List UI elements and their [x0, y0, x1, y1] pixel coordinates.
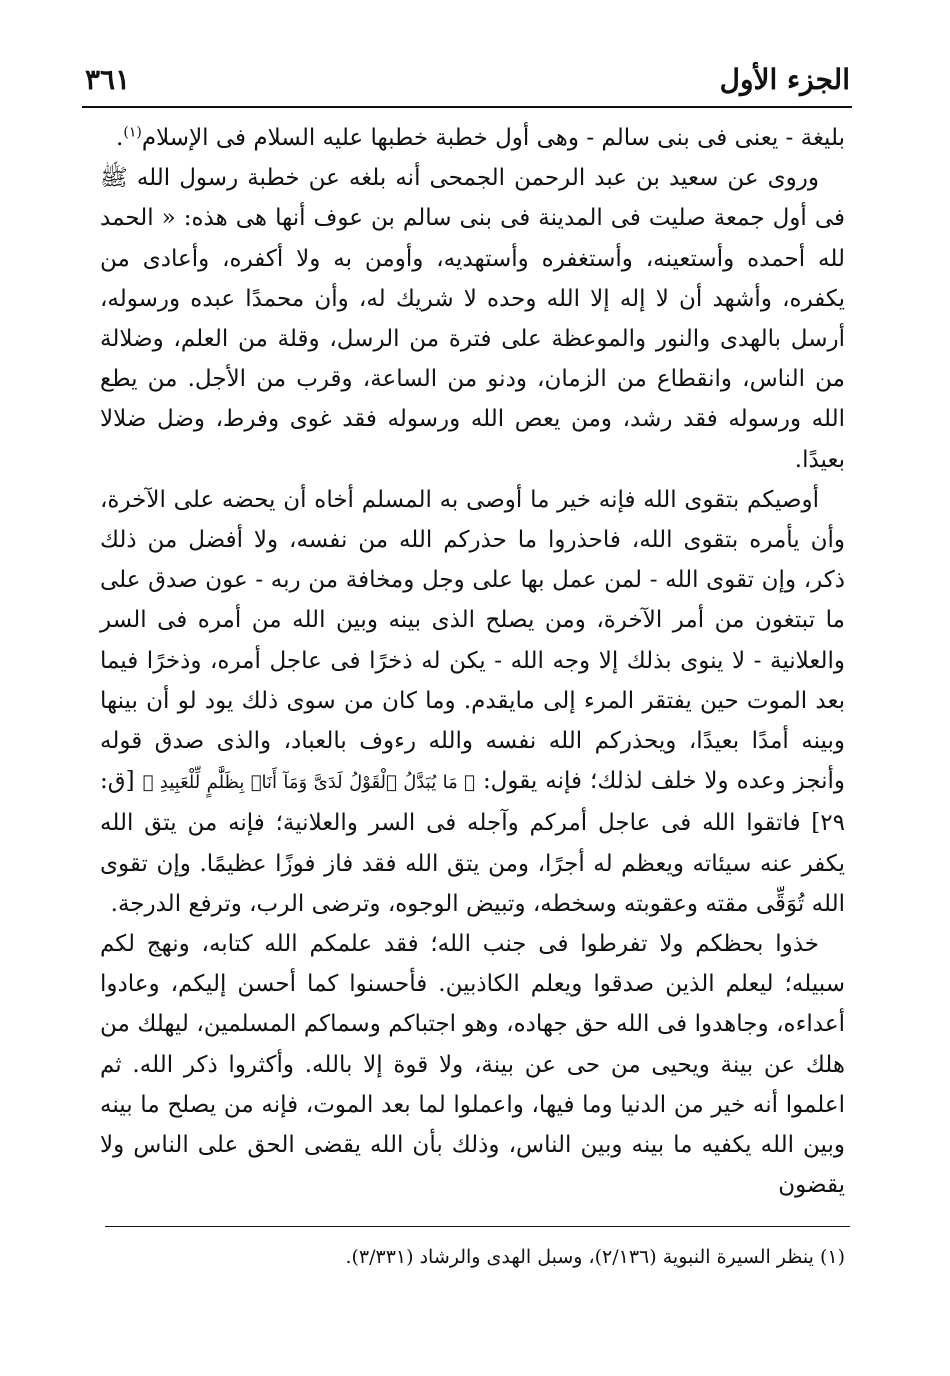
- paragraph-3-text-a: أوصيكم بتقوى الله فإنه خير ما أوصى به المسلم أخاه أن يحضه على الآخرة، وأن يأمره بتقوى الله، فاحذروا ما حذركم الله من نفسه، ولا أفضل من ذلك ذكر، وإن تقوى الله - لمن عمل بها على وجل ومخافة من ربه - عون صدق على ما تبتغون من أمر الآخرة، ومن يصلح الذى بينه وبين الله من أمره فى السر والعلانية - لا ينوى بذلك إلا وجه الله - يكن له ذخرًا فى عاجل أمره، وذخرًا فيما بعد الموت حين يفتقر المرء إلى مايقدم. وما كان من سوى ذلك يود لو أن بينها وبينه أمدًا بعيدًا، ويحذركم الله نفسه والله رءوف بالعباد، والذى صدق قوله وأنجز وعده ولا خلف لذلك؛ فإنه يقول:: [100, 486, 846, 795]
- quran-verse: ﴿ مَا يُبَدَّلُ ٱلْقَوْلُ لَدَىَّ وَمَآ أَنَا۠ بِظَلَّٰمٍ لِّلْعَبِيدِ ﴾: [142, 772, 475, 794]
- footnote-marker[interactable]: (١): [123, 124, 142, 141]
- main-text: [100, 118, 845, 1205]
- paragraph-3-text-b: [ق: ٢٩] فاتقوا الله فى عاجل أمركم وآجله فى السر والعلانية؛ فإنه من يتق الله يكفر عنه سيئاته ويعظم له أجرًا، ومن يتق الله فقد فاز فوزًا عظيمًا. وإن تقوى الله تُوَقِّى مقته وعقوبته وسخطه، وتبيض الوجوه، وترضى الرب، وترفع الدرجة.: [100, 768, 845, 917]
- paragraph-2: وروى عن سعيد بن عبد الرحمن الجمحى أنه بلغه عن خطبة رسول الله ﷺ فى أول جمعة صليت فى المدينة فى بنى سالم بن عوف أنها هى هذه: « الحمد لله أحمده وأستعينه، وأستغفره وأستهديه، وأومن به ولا أكفره، وأعادى من يكفره، وأشهد أن لا إله إلا الله وحده لا شريك له، وأن محمدًا عبده ورسوله، أرسل بالهدى والنور والموعظة على فترة من الرسل، وقلة من العلم، وضلالة من الناس، وانقطاع من الزمان، ودنو من الساعة، وقرب من الأجل. من يطع الله ورسوله فقد رشد، ومن يعص الله ورسوله فقد غوى وفرط، وضل ضلالا بعيدًا.: [100, 165, 845, 473]
- volume-title: الجزء الأول: [719, 62, 850, 96]
- paragraph-1: [100, 118, 845, 158]
- paragraph-1-text: بليغة - يعنى فى بنى سالم - وهى أول خطبة خطبها عليه السلام فى الإسلام: [141, 125, 845, 151]
- paragraph-1-end: .: [116, 125, 124, 151]
- paragraph-3: [100, 480, 845, 924]
- paragraph-4: خذوا بحظكم ولا تفرطوا فى جنب الله؛ فقد علمكم الله كتابه، ونهج لكم سبيله؛ ليعلم الذين صدقوا ويعلم الكاذبين. فأحسنوا كما أحسن إليكم، وعادوا أعداءه، وجاهدوا فى الله حق جهاده، وهو اجتباكم وسماكم المسلمين، ليهلك من هلك عن بينة ويحيى من حى عن بينة، ولا قوة إلا بالله. وأكثروا ذكر الله. ثم اعلموا أنه خير من الدنيا وما فيها، واعملوا لما بعد الموت، فإنه من يصلح ما بينه وبين الله يكفيه ما بينه وبين الناس، وذلك بأن الله يقضى الحق على الناس ولا يقضون: [100, 931, 846, 1199]
- footnote-divider: [105, 1226, 850, 1227]
- page-number: ٣٦١: [85, 62, 131, 96]
- header-divider: [82, 106, 852, 108]
- page-header: [85, 55, 850, 103]
- footnote: (١) ينظر السيرة النبوية (٢/١٣٦)، وسبل الهدى والرشاد (٣/٣٣١).: [345, 1246, 845, 1268]
